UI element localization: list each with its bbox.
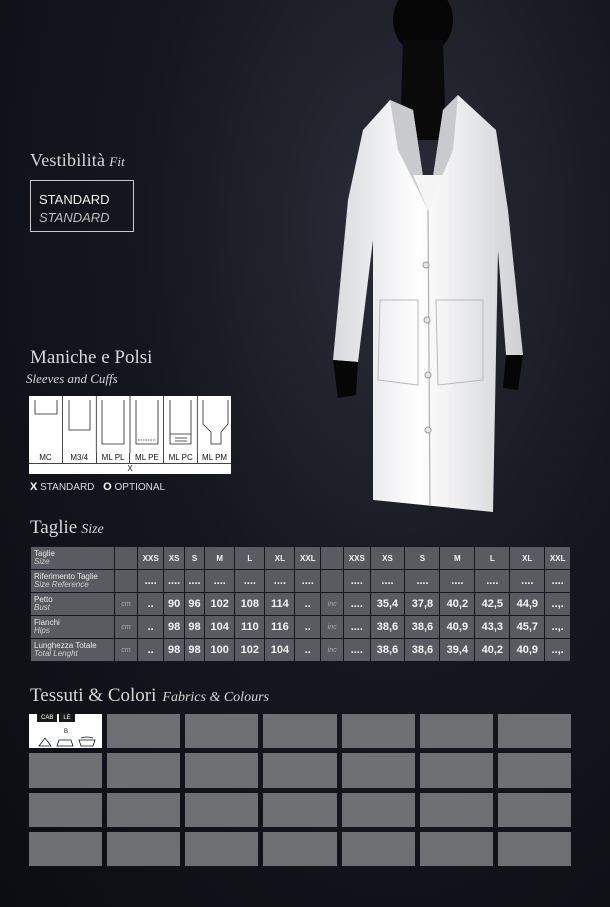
size-cell: 42,5 [475, 593, 509, 615]
lab-coat-image [318, 0, 610, 520]
row-label-it: Petto [34, 595, 53, 604]
size-cell: 40,2 [475, 639, 509, 661]
size-cell: 114 [265, 593, 294, 615]
fabric-swatch[interactable] [342, 832, 415, 866]
unit-cm [115, 570, 137, 592]
size-title-it: Taglie [30, 517, 78, 538]
fabric-swatch[interactable] [342, 793, 415, 827]
size-cell: 40,2 [440, 593, 474, 615]
fabric-swatch[interactable] [29, 753, 102, 787]
fabric-swatch[interactable] [185, 714, 258, 748]
size-cell: XL [510, 547, 544, 569]
size-cell: .... [344, 593, 369, 615]
fabric-tag: CAB [37, 714, 57, 722]
size-cell: 44,9 [510, 593, 544, 615]
size-cell: .... [344, 616, 369, 638]
size-cell: .... [545, 570, 570, 592]
sleeve-option: ML PC [163, 453, 197, 463]
size-cell: .... [235, 570, 264, 592]
unit-cm: cm [115, 593, 137, 615]
fabric-swatch[interactable] [263, 832, 336, 866]
size-row [31, 593, 570, 615]
size-row-label [31, 547, 114, 569]
legend-optional-mark: O [103, 481, 112, 493]
size-cell: XS [371, 547, 405, 569]
sleeve-legend [30, 481, 171, 493]
fabric-swatch[interactable] [107, 793, 180, 827]
fabric-swatch[interactable] [29, 714, 102, 748]
size-cell: ..,. [545, 593, 570, 615]
size-cell: S [405, 547, 439, 569]
legend-optional: OPTIONAL [114, 482, 166, 493]
fabric-swatch[interactable] [498, 714, 571, 748]
size-cell: .... [265, 570, 294, 592]
unit-inch: inc [321, 639, 343, 661]
size-cell: 98 [164, 616, 183, 638]
fit-value-en: STANDARD [39, 210, 110, 225]
size-row [31, 570, 570, 592]
care-mark: B [64, 729, 69, 735]
size-cell: .... [344, 639, 369, 661]
size-cell: 96 [185, 593, 204, 615]
fabric-swatch[interactable] [420, 832, 493, 866]
size-title-en: Size [81, 522, 104, 537]
fabric-swatch[interactable] [107, 753, 180, 787]
size-cell: .... [405, 570, 439, 592]
size-cell: .... [205, 570, 234, 592]
fit-value: STANDARD [39, 192, 110, 207]
fabric-swatch[interactable] [185, 793, 258, 827]
unit-inch: inc [321, 593, 343, 615]
size-cell: XL [265, 547, 294, 569]
size-cell: ..,. [545, 616, 570, 638]
fabric-swatch[interactable] [263, 793, 336, 827]
size-cell: XXS [344, 547, 369, 569]
fabrics-title-en: Fabrics & Colours [162, 690, 269, 705]
fabric-swatch[interactable] [498, 793, 571, 827]
size-cell: 39,4 [440, 639, 474, 661]
size-cell: XXL [295, 547, 320, 569]
fabric-swatch[interactable] [185, 753, 258, 787]
size-cell: .... [440, 570, 474, 592]
size-cell: 35,4 [371, 593, 405, 615]
size-table [30, 546, 571, 662]
size-cell: 116 [265, 616, 294, 638]
size-cell: .... [185, 570, 204, 592]
size-cell: .. [138, 616, 163, 638]
row-label-it: Lunghezza Totale [34, 641, 97, 650]
sleeve-option: ML PM [197, 453, 231, 463]
size-cell: XXL [545, 547, 570, 569]
size-cell: 38,6 [371, 639, 405, 661]
fit-title-en: Fit [109, 154, 125, 169]
size-cell: 45,7 [510, 616, 544, 638]
fabric-swatch[interactable] [107, 832, 180, 866]
fit-title-it: Vestibilità [30, 150, 106, 170]
fabric-swatch[interactable] [263, 753, 336, 787]
size-row-label [31, 639, 114, 661]
sleeve-options [29, 453, 231, 463]
fabrics-title [30, 685, 269, 707]
size-cell: 104 [205, 616, 234, 638]
size-cell: 102 [235, 639, 264, 661]
size-cell: 40,9 [440, 616, 474, 638]
row-label-en: Size [34, 557, 50, 566]
row-label-en: Bust [34, 603, 51, 612]
legend-standard-mark: X [30, 481, 38, 493]
care-symbols-icon [37, 726, 97, 748]
size-cell: L [475, 547, 509, 569]
size-cell: ..,. [545, 639, 570, 661]
fabric-swatch[interactable] [29, 832, 102, 866]
size-cell: .... [295, 570, 320, 592]
size-cell: 90 [164, 593, 183, 615]
size-cell: 102 [205, 593, 234, 615]
sleeve-selected-marker: X [29, 463, 231, 474]
size-cell: .. [295, 593, 320, 615]
size-cell: S [185, 547, 204, 569]
legend-standard: STANDARD [40, 482, 95, 493]
size-cell: .. [138, 639, 163, 661]
row-label-it: Riferimento Taglie [34, 572, 98, 581]
fabric-swatch[interactable] [498, 753, 571, 787]
size-cell: 38,6 [405, 616, 439, 638]
size-cell: M [205, 547, 234, 569]
size-cell: XXS [138, 547, 163, 569]
size-cell: 40,9 [510, 639, 544, 661]
size-cell: 104 [265, 639, 294, 661]
size-cell: L [235, 547, 264, 569]
size-cell: .... [371, 570, 405, 592]
fabric-swatch[interactable] [498, 832, 571, 866]
size-row [31, 639, 570, 661]
fabric-swatch[interactable] [420, 753, 493, 787]
size-cell: .. [295, 639, 320, 661]
size-cell: 37,8 [405, 593, 439, 615]
row-label-en: Total Lenght [34, 649, 78, 658]
sleeves-title: Maniche e Polsi [30, 347, 153, 368]
fabric-swatches [29, 714, 571, 866]
size-cell: 38,6 [371, 616, 405, 638]
fabric-swatch[interactable] [107, 714, 180, 748]
size-cell: 110 [235, 616, 264, 638]
row-label-en: Size Reference [34, 580, 89, 589]
sleeve-option: M3/4 [62, 453, 96, 463]
fabric-swatch[interactable] [342, 753, 415, 787]
size-cell: 43,3 [475, 616, 509, 638]
fabrics-title-it: Tessuti & Colori [30, 685, 157, 706]
fabric-swatch[interactable] [342, 714, 415, 748]
unit-cm: cm [115, 616, 137, 638]
size-cell: M [440, 547, 474, 569]
unit-inch [321, 570, 343, 592]
fabric-swatch[interactable] [263, 714, 336, 748]
row-label-it: Taglie [34, 549, 55, 558]
size-row-label [31, 616, 114, 638]
size-title [30, 517, 104, 539]
row-label-it: Fianchi [34, 618, 60, 627]
unit-cm [115, 547, 137, 569]
sleeve-option: ML PE [129, 453, 163, 463]
row-label-en: Hips [34, 626, 51, 635]
size-cell: .. [295, 616, 320, 638]
size-cell: 98 [164, 639, 183, 661]
size-cell: XS [164, 547, 183, 569]
size-cell: 38,6 [405, 639, 439, 661]
size-cell: .... [510, 570, 544, 592]
size-cell: 100 [205, 639, 234, 661]
unit-inch [321, 547, 343, 569]
size-row-label [31, 570, 114, 592]
size-cell: 108 [235, 593, 264, 615]
size-cell: 98 [185, 639, 204, 661]
fit-box [30, 180, 134, 232]
sleeve-option: ML PL [96, 453, 130, 463]
size-cell: .... [164, 570, 183, 592]
fabric-swatch[interactable] [185, 832, 258, 866]
size-row [31, 616, 570, 638]
fabric-swatch[interactable] [420, 793, 493, 827]
size-cell: .... [138, 570, 163, 592]
sleeves-subtitle: Sleeves and Cuffs [26, 371, 118, 386]
fit-title [30, 150, 125, 171]
size-cell: .. [138, 593, 163, 615]
fabric-tag: LE [59, 714, 74, 722]
fabric-swatch[interactable] [29, 793, 102, 827]
size-cell: .... [475, 570, 509, 592]
size-cell: 98 [185, 616, 204, 638]
unit-inch: inc [321, 616, 343, 638]
fabric-swatch[interactable] [420, 714, 493, 748]
size-cell: .... [344, 570, 369, 592]
size-row [31, 547, 570, 569]
size-row-label [31, 593, 114, 615]
sleeve-option: MC [39, 453, 52, 462]
unit-cm: cm [115, 639, 137, 661]
